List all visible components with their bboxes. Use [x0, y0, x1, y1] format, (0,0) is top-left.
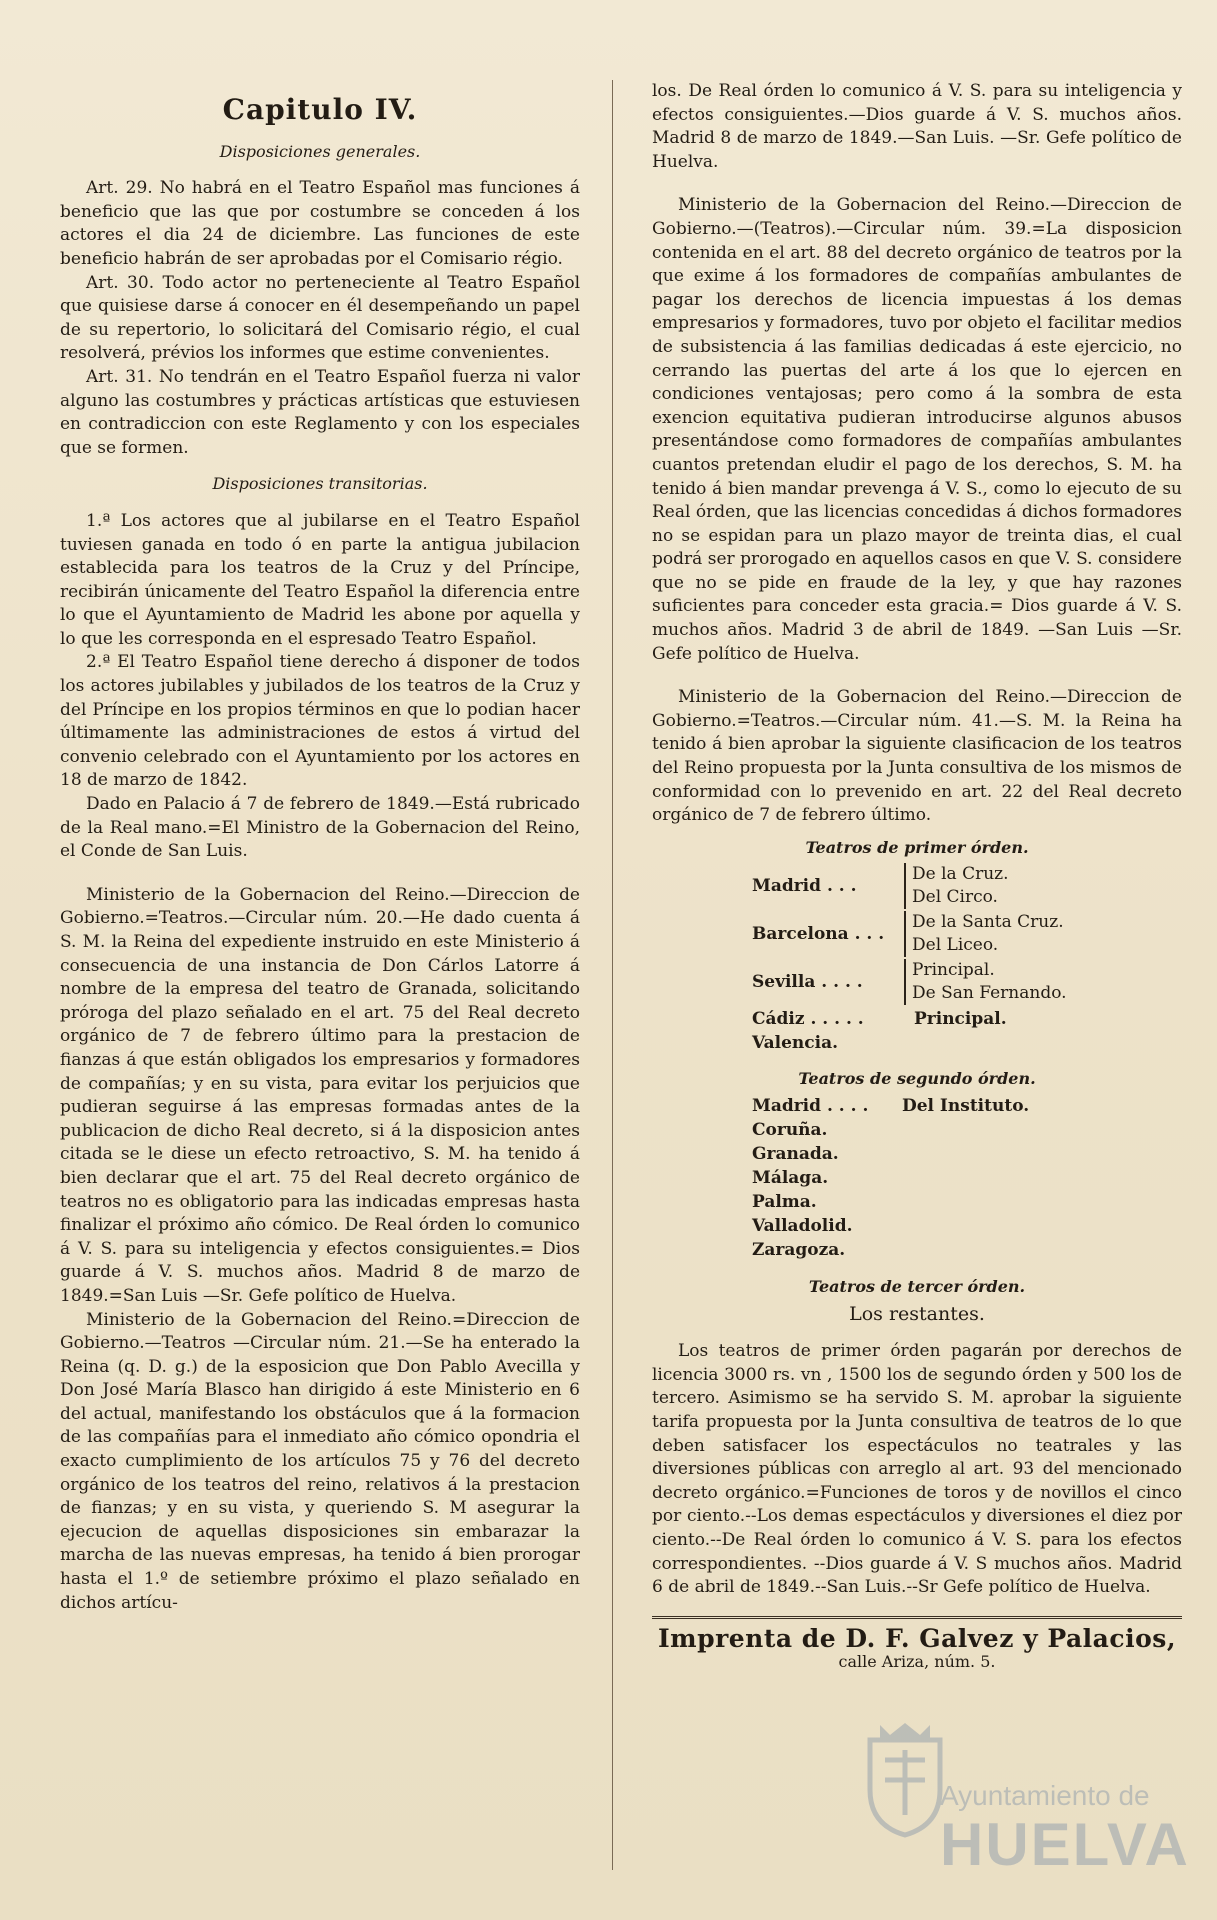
article-30: Art. 30. Todo actor no perteneciente al Teatro Español que quisiese darse á conocer en él desempeñando un papel de su repertorio, lo solicitará del Comisario régio, el cual resolverá, prévios los informes que estime convenientes.: [60, 272, 580, 364]
city-name: Madrid . . . .: [752, 1096, 869, 1117]
third-order-rest: Los restantes.: [849, 1302, 985, 1325]
circular-21-continued: los. De Real órden lo comunico á V. S. para su inteligencia y efectos consiguientes.—Dios guarde á V. S. muchos años. Madrid 8 de marzo de 1849.—San Luis. —Sr. Gefe político de Huelva.: [652, 81, 1182, 172]
city-name: Cádiz . . . . .: [752, 1008, 864, 1029]
first-order-barcelona: [752, 911, 1182, 957]
section-transitional-title: Disposiciones transitorias.: [212, 474, 428, 494]
theatre-name: Principal.: [912, 960, 995, 981]
first-order-valencia: [752, 1031, 1182, 1055]
city-name: Valencia.: [752, 1032, 839, 1053]
first-order-cadiz: [752, 1007, 1182, 1031]
article-31: Art. 31. No tendrán en el Teatro Español fuerza ni valor alguno las costumbres y prácticas artísticas que estuviesen en contradiccion con este Reglamento y con los especiales que se formen.: [60, 366, 580, 458]
second-order-title: Teatros de segundo órden.: [798, 1069, 1036, 1089]
list-item: Coruña.: [752, 1120, 828, 1141]
theatre-name: Principal.: [914, 1008, 1007, 1029]
right-column: [652, 80, 1182, 1674]
theatre-name: Del Instituto.: [902, 1096, 1030, 1117]
watermark-line1: Ayuntamiento de: [940, 1780, 1150, 1811]
theatre-name: Del Circo.: [912, 887, 998, 908]
first-order-list: [752, 863, 1182, 1055]
license-fees: Los teatros de primer órden pagarán por derechos de licencia 3000 rs. vn , 1500 los de segundo órden y 500 los de tercero. Asimismo se ha servido S. M. aprobar la siguiente tarifa propuesta por la Junta consultiva de teatros de lo que deben satisfacer los espectáculos no teatrales y las diversiones públicas con arreglo al art. 93 del mencionado decreto orgánico.=Funciones de toros y de novillos el cinco por ciento.--Los demas espectáculos y diversiones el diez por ciento.--De Real órden lo comunico á V. S. para los efectos correspondientes. --Dios guarde á V. S muchos años. Madrid 6 de abril de 1849.--San Luis.--Sr Gefe político de Huelva.: [652, 1341, 1182, 1598]
theatre-name: Del Liceo.: [912, 935, 999, 956]
circular-20: Ministerio de la Gobernacion del Reino.—Direccion de Gobierno.=Teatros.—Circular núm. 20.—He dado cuenta á S. M. la Reina del expediente instruido en este Ministerio á consecuencia de una instancia de Don Cárlos Latorre á nombre de la empresa del teatro de Granada, solicitando próroga del plazo señalado en el art. 75 del Real decreto orgánico de 7 de febrero último para la prestacion de fianzas á que están obligados los empresarios y formadores de compañías; y en su vista, para evitar los perjuicios que pudieran seguirse á las empresas formadas antes de la publicacion de dicho Real decreto, si á la disposicion antes citada se le diese un efecto retroactivo, S. M. ha tenido á bien declarar que el art. 75 del Real decreto orgánico de teatros no es obligatorio para las indicadas empresas hasta finalizar el próximo año cómico. De Real órden lo comunico á V. S. para su inteligencia y efectos consiguientes.= Dios guarde á V. S. muchos años. Madrid 8 de marzo de 1849.=San Luis —Sr. Gefe político de Huelva.: [60, 884, 580, 1306]
column-divider: [612, 80, 613, 1870]
list-item: Valladolid.: [752, 1216, 853, 1237]
list-item: Granada.: [752, 1144, 839, 1165]
city-name: Sevilla . . . .: [752, 971, 863, 992]
theatre-group: [904, 911, 1064, 957]
imprint-address: calle Ariza, núm. 5.: [838, 1652, 996, 1672]
theatre-name: De la Cruz.: [912, 864, 1009, 885]
city-name: Barcelona . . .: [752, 923, 885, 944]
first-order-madrid: [752, 863, 1182, 909]
list-item: Zaragoza.: [752, 1240, 846, 1261]
first-order-title: Teatros de primer órden.: [805, 837, 1029, 857]
theatre-group: [904, 863, 1009, 909]
watermark: [860, 1610, 1190, 1900]
first-order-sevilla: [752, 959, 1182, 1005]
coat-of-arms-icon: [860, 1720, 950, 1840]
section-general-title: Disposiciones generales.: [219, 141, 421, 161]
second-order-list: [752, 1095, 1182, 1263]
list-item: Málaga.: [752, 1168, 829, 1189]
circular-41: Ministerio de la Gobernacion del Reino.—Direccion de Gobierno.=Teatros.—Circular núm. 41.—S. M. la Reina ha tenido á bien aprobar la siguiente clasificacion de los teatros del Reino propuesta por la Junta consultiva de los mismos de conformidad con lo prevenido en art. 22 del Real decreto orgánico de 7 de febrero último.: [652, 687, 1182, 826]
theatre-name: De San Fernando.: [912, 983, 1067, 1004]
circular-39: Ministerio de la Gobernacion del Reino.—Direccion de Gobierno.—(Teatros).—Circular núm. 39.=La disposicion contenida en el art. 88 del decreto orgánico de teatros por la que exime á los formadores de compañías ambulantes de pagar los derechos de licencia impuestas á los demas empresarios y formadores, tuvo por objeto el facilitar medios de subsistencia á las familias dedicadas á este ejercicio, no cerrando las puertas del arte á los que lo ejercen en condiciones ventajosas; pero como á la sombra de esta exencion equitativa pudieran introducirse algunos abusos presentándose como formadores de compañías ambulantes cuantos pretendan eludir el pago de los derechos, S. M. ha tenido á bien mandar prevenga á V. S., como lo ejecuto de su Real órden, que las licencias concedidas á dichos formadores no se espidan para un plazo mayor de treinta dias, el cual podrá ser prorogado en aquellos casos en que V. S. considere que no se pide en fraude de la ley, y que hay razones suficientes para conceder esta gracia.= Dios guarde á V. S. muchos años. Madrid 3 de abril de 1849. —San Luis —Sr. Gefe político de Huelva.: [652, 195, 1182, 664]
transitional-1: 1.ª Los actores que al jubilarse en el Teatro Español tuviesen ganada en todo ó en parte la antigua jubilacion establecida para los teatros de la Cruz y del Príncipe, recibirán únicamente del Teatro Español la diferencia entre lo que el Ayuntamiento de Madrid les abone por aquella y lo que les corresponda en el espresado Teatro Español.: [60, 510, 580, 649]
theatre-group: [904, 959, 1067, 1005]
imprint-printer: Imprenta de D. F. Galvez y Palacios,: [657, 1623, 1177, 1653]
circular-21: Ministerio de la Gobernacion del Reino.=Direccion de Gobierno.—Teatros —Circular núm. 21.—Se ha enterado la Reina (q. D. g.) de la esposicion que Don Pablo Avecilla y Don José María Blasco han dirigido á este Ministerio en 6 del actual, manifestando los obstáculos que á la formacion de las compañías para el inmediato año cómico opondria el exacto cumplimiento de los artículos 75 y 76 del decreto orgánico de los teatros del reino, relativos á la prestacion de fianzas; y en su vista, y queriendo S. M asegurar la ejecucion de aquellas disposiciones sin embarazar la marcha de las nuevas empresas, ha tenido á bien prorogar hasta el 1.º de setiembre próximo el plazo señalado en dichos artícu-: [60, 1309, 580, 1613]
transitional-2: 2.ª El Teatro Español tiene derecho á disponer de todos los actores jubilables y jubilados de los teatros de la Cruz y del Príncipe en los propios términos en que lo podian hacer últimamente las administraciones de estos á virtud del convenio celebrado con el Ayuntamiento por los actores en 18 de marzo de 1842.: [60, 652, 580, 791]
city-name: Madrid . . .: [752, 875, 857, 896]
article-29: Art. 29. No habrá en el Teatro Español mas funciones á beneficio que las que por costumbre se conceden á los actores el dia 24 de diciembre. Las funciones de este beneficio habrán de ser aprobadas por el Comisario régio.: [60, 178, 580, 269]
chapter-title: Capitulo IV.: [222, 93, 418, 126]
third-order-title: Teatros de tercer órden.: [808, 1277, 1026, 1296]
decree-signature: Dado en Palacio á 7 de febrero de 1849.—Está rubricado de la Real mano.=El Ministro de la Gobernacion del Reino, el Conde de San Luis.: [60, 794, 580, 862]
second-order-madrid: [752, 1095, 1182, 1119]
list-item: Palma.: [752, 1192, 817, 1213]
watermark-line2: HUELVA: [940, 1811, 1190, 1878]
theatre-name: De la Santa Cruz.: [912, 912, 1064, 933]
left-column: [60, 88, 580, 1615]
